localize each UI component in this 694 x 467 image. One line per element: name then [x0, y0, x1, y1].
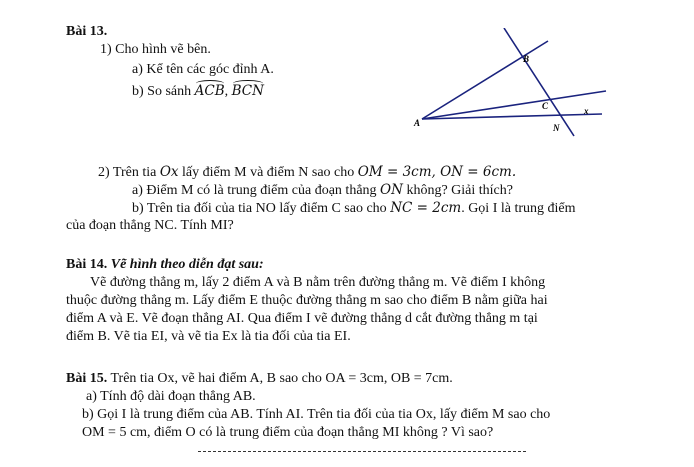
angle-bcn: BCN: [231, 83, 264, 99]
label-c: C: [542, 101, 549, 111]
geometry-figure: [410, 28, 610, 138]
b13-part2-b-line2: của đoạn thẳng NC. Tính MI?: [66, 218, 234, 233]
ray-ab: [422, 41, 548, 119]
comma: ,: [224, 84, 229, 99]
angle-acb: ACB: [194, 83, 225, 99]
b13-part2-b: [132, 200, 576, 217]
line-bcn: [504, 28, 574, 136]
b14-line1: Vẽ đường thẳng m, lấy 2 điểm A và B nằm trên đường thẳng m. Vẽ điểm I không: [90, 275, 546, 290]
b13-question-b-prefix: b) So sánh: [132, 84, 192, 99]
b13-part2-a-prefix: a) Điểm M có là trung điểm của đoạn thẳng: [132, 183, 377, 198]
b13-part1: 1) Cho hình vẽ bên.: [100, 42, 211, 57]
b15-question-b: b) Gọi I là trung điểm của AB. Tính AI. Trên tia đối của tia Ox, lấy điểm M sao cho: [82, 407, 551, 422]
b14-heading: [66, 257, 264, 273]
b13-part2: [98, 164, 516, 181]
b13-part2-b-nc: NC = 2cm: [390, 200, 462, 216]
section-divider: [198, 451, 526, 452]
b13-part2-b-prefix: b) Trên tia đối của tia NO lấy điểm C sao cho: [132, 201, 387, 216]
b14-line2: thuộc đường thẳng m. Lấy điểm E thuộc đường thẳng m sao cho điểm B nằm giữa hai: [66, 293, 548, 308]
b14-line4: điểm B. Vẽ tia EI, và vẽ tia Ex là tia đối của tia EI.: [66, 329, 351, 344]
b13-part2-a: [132, 182, 513, 199]
b13-part2-a-on: ON: [380, 182, 403, 198]
b13-question-a: a) Kể tên các góc đỉnh A.: [132, 62, 274, 77]
b15-title: Bài 15.: [66, 371, 108, 386]
label-b: B: [523, 54, 530, 64]
label-n: N: [553, 123, 560, 133]
b15-heading: [66, 371, 453, 387]
b14-subtitle: Vẽ hình theo diễn đạt sau:: [110, 257, 264, 272]
b13-part2-ox: Ox: [159, 164, 179, 180]
b13-part2-mid: lấy điểm M và điểm N sao cho: [182, 165, 355, 180]
b14-line3: điểm A và E. Vẽ đoạn thẳng AI. Qua điểm I vẽ đường thẳng d cắt đường thẳng m tại: [66, 311, 538, 326]
b15-question-a: a) Tính độ dài đoạn thẳng AB.: [86, 389, 256, 404]
b13-part2-eq: OM = 3cm, ON = 6cm.: [357, 164, 517, 180]
b13-part2-b-suffix: . Gọi I là trung điểm: [461, 201, 576, 216]
b13-title: Bài 13.: [66, 24, 108, 39]
b13-part2-prefix: 2) Trên tia: [98, 165, 157, 180]
b15-question-b-line2: OM = 5 cm, điểm O có là trung điểm của đoạn thẳng MI không ? Vì sao?: [82, 425, 494, 440]
b13-part2-a-suffix: không? Giải thích?: [406, 183, 513, 198]
label-a: A: [414, 118, 421, 128]
b15-line1: Trên tia Ox, vẽ hai điểm A, B sao cho OA = 3cm, OB = 7cm.: [110, 371, 453, 386]
label-x: x: [584, 106, 589, 116]
b14-title: Bài 14.: [66, 257, 108, 272]
b13-question-b: [132, 83, 264, 100]
